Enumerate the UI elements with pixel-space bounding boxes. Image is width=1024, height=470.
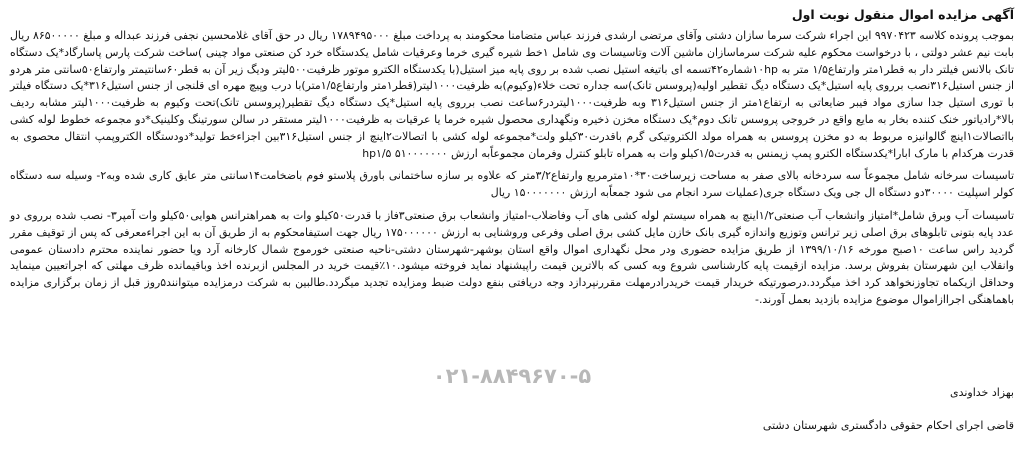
notice-paragraph-items: بموجب پرونده کلاسه ۹۹۷۰۴۲۳ این اجراء شرکت سرما سازان دشتی وآقای مرتضی ارشدی فرزند عباس متضامنا محکومند به پرداخت مبلغ ۱۷۸۹۴۹۵۰۰۰ ریال در حق آقای غلامحسین نجفی فرزند عبداله و مبلغ ۸۶۵۰۰۰۰۰ ریال بابت نیم عشر دولتی ، با درخواست محکوم علیه شرکت سرماسازان ماشین آلات وتاسیسات وی شامل ۱خط شیره گیری خرما وعرقیات شامل یکدستگاه خرد کن صنعتی مواد چینی )ساخت شرکت پارس پاسارگاد*یک دستگاه تانک بالانس فیلتر دار به قطر۱متر وارتفاع۱/۵ متر به ۱۰hpشماره۴۲تسمه ای باتیغه استیل نصب شده بر روی پایه میز استیل(با یکدستگاه الکترو موتور ظرفیت۵۰۰لیتر ودیگ زیر آن به قطر۶۰سانتیمتر وارتفاع۵۰سانتی متر هردو از جنس استیل۳۱۶نصب برروی پایه استیل*یک دستگاه دیگ تقطیر اولیه(پروسس تانک)سه جداره تحت خلاء(وکیوم)به ظرفیت۱۰۰۰لیتر(قطر۱متر وارتفاع۱/۵متر)با درب وپیچ مهره ای قلنجی از جنس استیل۳۱۶*یک دستگاه فیلتر با توری استیل جدا سازی مواد فیبر ضایعاتی به ارتفاع۱متر از جنس استیل۳۱۶ وبه ظرفیت۱۰۰۰لیتردر۶ساعت نصب برروی پایه استیل*یک دستگاه دیگ تقطیر(پروسس تانک)تحت وکیوم به ظرفیت۱۰۰۰لیتر مشابه ردیف بالا*رادیاتور خنک کننده بخار به مایع واقع در خروجی پروسس تانک دوم*یک دستگاه مخزن ذخیره ونگهداری محصول شیره خرما یا عرقیات به ظرفیت۱۰۰۰لیتر مستقر در سالن سورتینگ وکلینیک*دو مجموعه خطوط لوله کشی بااتصالات۱اینچ گالوانیزه مربوط به دو مخزن پروسس به همراه مولد الکتروتیکی گرم باقدرت۳۰کیلو ولت*مجموعه لوله کشی با اتصالات۲اینچ از جنس استیل۳۱۶بین اجزاءخط تولید*دودستگاه الکتروپمپ انتقال محصوی به قدرت هرکدام با مارک ابارا*یکدستگاه الکترو پمپ زیمنس به قدرت۱/۵کیلو وات به همراه تابلو کنترل وفرمان مجموعاًبه ارزش ۵۱۰۰۰۰۰۰۰ hp۱/۵ xyxy=(10,29,1014,160)
notice-paragraph-utilities-terms: تاسیسات آب وبرق شامل*امتیاز وانشعاب آب صنعتی۱/۲اینچ به همراه سیستم لوله کشی های آب وفاضلاب-امتیاز وانشعاب برق صنعتی۳فاز با قدرت۵۰کیلو وات به همراهترانس هوایی۵۰کیلو وات آمپر۳- نصب شده برروی دو عدد پایه بتونی تابلوهای برق اصلی زیر ترانس وتوزیع واندازه گیری بانک خازن مایل کشی برق اصلی وفرعی وروشنایی به ارزش ۱۷۵۰۰۰۰۰۰ ریال جهت استیفامحکوم به از طریق آن به این اجراءمعرفی که پس از توقیف مقرر گردید راس ساعت ۱۰صبح مورخه ۱۳۹۹/۱۰/۱۶ از طریق مزایده حضوری ودر محل نگهداری اموال واقع استان بوشهر-شهرستان دشتی-ناحیه صنعتی خورموج شمال کارخانه آرد ویا حضور نماینده محترم دادستان عمومی وانقلاب این شهرستان بفروش برسد. مزایده ازقیمت پایه کارشناسی شروع وبه کسی که بالاترین قیمت راپیشنهاد نماید فروخته میشود.۱۰٪قیمت خرید در المجلس ازبرنده اخذ وباقیمانده ظرف مهلتی که اجراتعیین مینماید وحداقل ازیکماه تجاوزنخواهد کرد اخذ میگردد.درصورتیکه خریدار قیمت خریدرادرمهلت مقررنپردازد وجه دریافتی بنفع دولت ضبط ومزایده تجدید میگردد.طالبین به شرکت درمزایده میتوانند۵روز قبل از زمان برگزاری مزایده باهماهنگی اجراازاموال موضوع مزایده بازدید بعمل آورند.- xyxy=(10,208,1015,306)
notice-paragraph-cold-storage: تاسیسات سرخانه شامل مجموعاً سه سردخانه بالای صفر به مساحت زیرساخت۳۰*۱۰مترمربع وارتفاع۳/۲متر که علاوه بر سازه ساختمانی باورق پلاستو فوم باضخامت۱۴سانتی متر عایق کاری شده وبه۲- وسیله سه دستگاه کولر اسپلیت ۳۰۰۰۰دو دستگاه ال جی ویک دستگاه جری(عملیات سرد انجام می شود جمعاًبه ارزش ۱۵۰۰۰۰۰۰۰ ریال xyxy=(10,169,1014,200)
judge-position: قاضی اجرای احکام حقوقی دادگستری شهرستان دشتی xyxy=(762,419,1014,432)
judge-name: بهزاد خداوندی xyxy=(949,386,1014,399)
notice-title: آگهی مزایده اموال منقول نوبت اول xyxy=(791,7,1014,22)
signature-block xyxy=(763,382,1014,448)
phone-watermark: ۰۲۱-۸۸۴۹۶۷۰-۵ xyxy=(432,364,592,388)
